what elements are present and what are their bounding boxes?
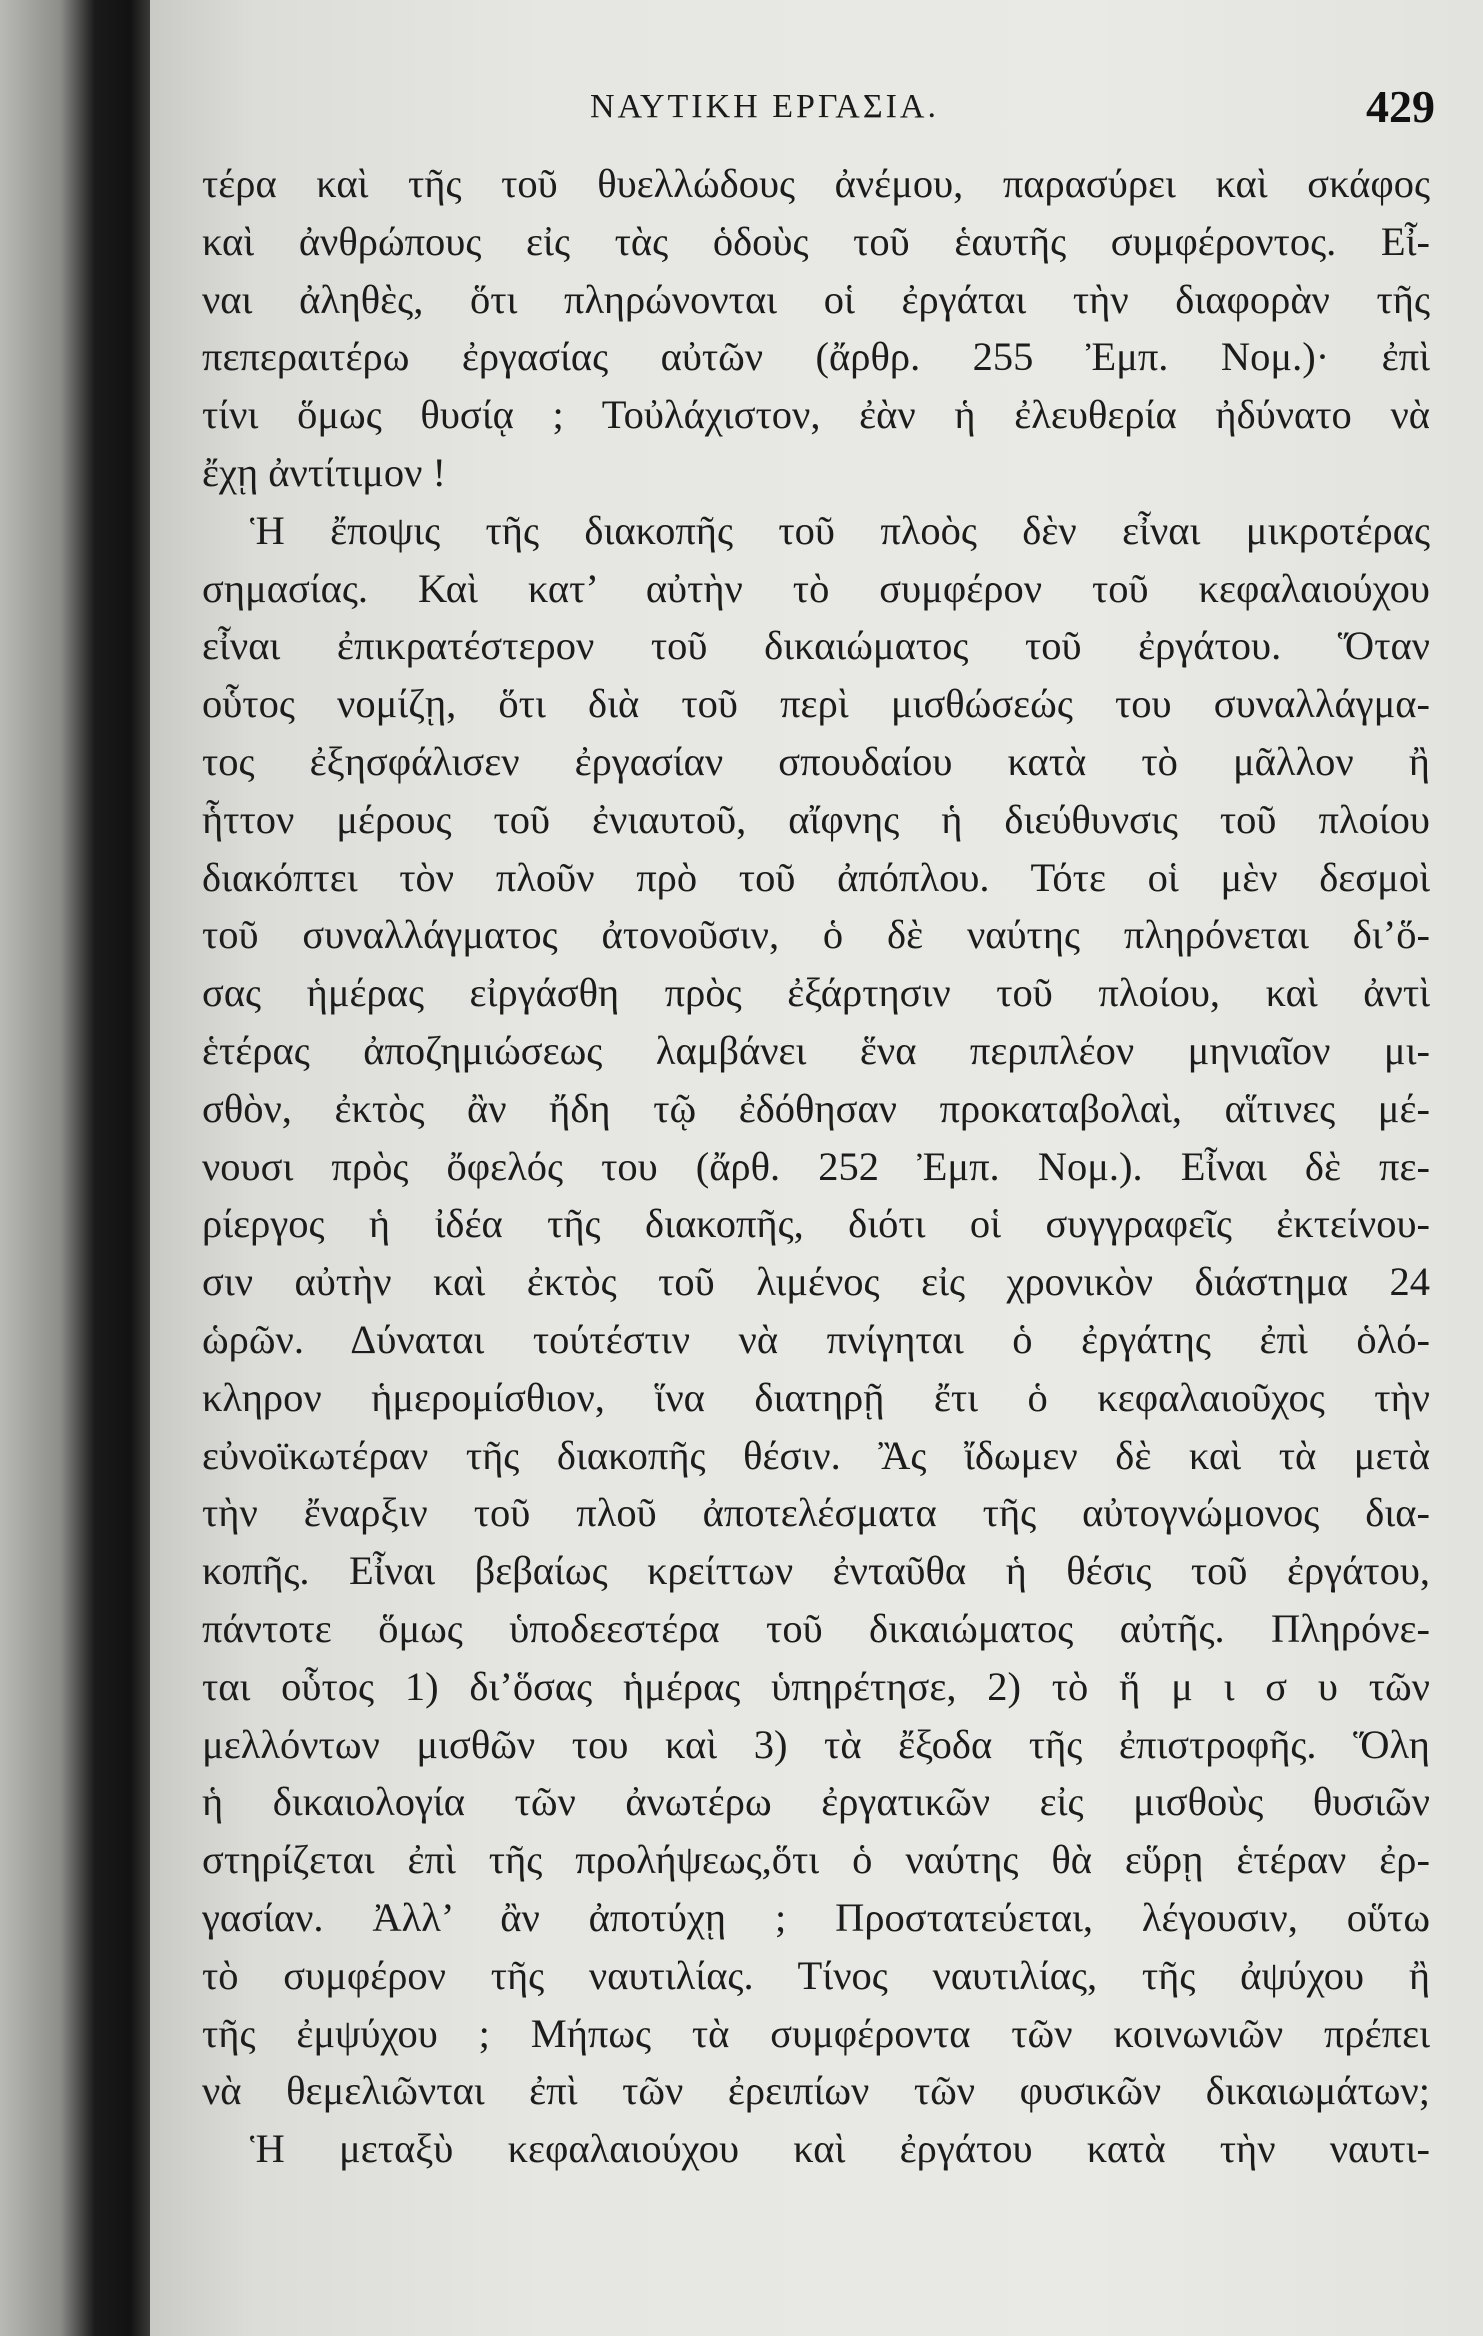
text-line: εἶναι ἐπικρατέστερον τοῦ δικαιώματος τοῦ ἐργάτου. Ὅταν (202, 623, 1430, 669)
text-line: τος ἐξησφάλισεν ἐργασίαν σπουδαίου κατὰ τὸ μᾶλλον ἢ (202, 738, 1430, 784)
text-line: τὸ συμφέρον τῆς ναυτιλίας. Τίνος ναυτιλίας, τῆς ἀψύχου ἢ (202, 1952, 1430, 1998)
text-line: σημασίας. Καὶ κατ’ αὐτὴν τὸ συμφέρον τοῦ κεφαλαιούχου (202, 565, 1430, 611)
text-line: τίνι ὅμως θυσίᾳ ; Τοὐλάχιστον, ἐὰν ἡ ἐλευθερία ἠδύνατο νὰ (202, 392, 1430, 438)
paragraph-start-line: Ἡ μεταξὺ κεφαλαιούχου καὶ ἐργάτου κατὰ τὴν ναυτι- (250, 2126, 1430, 2172)
running-head-title: ΝΑΥΤΙΚΗ ΕΡΓΑΣΙΑ. (590, 88, 939, 125)
text-line: ται οὗτος 1) δι’ὅσας ἡμέρας ὑπηρέτησε, 2) τὸ ἥ μ ι σ υ τῶν (202, 1663, 1430, 1709)
text-line: μελλόντων μισθῶν του καὶ 3) τὰ ἔξοδα τῆς ἐπιστροφῆς. Ὅλη (202, 1721, 1430, 1767)
text-line: ὡρῶν. Δύναται τούτέστιν νὰ πνίγηται ὁ ἐργάτης ἐπὶ ὁλό- (202, 1316, 1430, 1362)
text-line: νὰ θεμελιῶνται ἐπὶ τῶν ἐρειπίων τῶν φυσικῶν δικαιωμάτων; (202, 2068, 1430, 2114)
text-line: ἑτέρας ἀποζημιώσεως λαμβάνει ἕνα περιπλέον μηνιαῖον μι- (202, 1027, 1430, 1073)
text-line: καὶ ἀνθρώπους εἰς τὰς ὁδοὺς τοῦ ἑαυτῆς συμφέροντος. Εἶ- (202, 218, 1430, 264)
text-line: σας ἡμέρας εἰργάσθη πρὸς ἐξάρτησιν τοῦ πλοίου, καὶ ἀντὶ (202, 970, 1430, 1016)
text-line: ναι ἀληθὲς, ὅτι πληρώνονται οἱ ἐργάται τὴν διαφορὰν τῆς (202, 276, 1430, 322)
text-line: τέρα καὶ τῆς τοῦ θυελλώδους ἀνέμου, παρασύρει καὶ σκάφος (202, 161, 1430, 206)
book-gutter-shadow (0, 0, 160, 2336)
text-line: σθὸν, ἐκτὸς ἂν ἤδη τῷ ἐδόθησαν προκαταβολαὶ, αἵτινες μέ- (202, 1085, 1430, 1131)
text-line: τοῦ συναλλάγματος ἀτονοῦσιν, ὁ δὲ ναύτης πληρόνεται δι’ὅ- (202, 912, 1430, 958)
text-line: νουσι πρὸς ὄφελός του (ἄρθ. 252 Ἐμπ. Νομ.). Εἶναι δὲ πε- (202, 1143, 1430, 1189)
text-line: τὴν ἔναρξιν τοῦ πλοῦ ἀποτελέσματα τῆς αὐτογνώμονος δια- (202, 1490, 1430, 1536)
text-line: στηρίζεται ἐπὶ τῆς προλήψεως,ὅτι ὁ ναύτης θὰ εὕρῃ ἑτέραν ἐρ- (202, 1837, 1430, 1883)
text-line: σιν αὐτὴν καὶ ἐκτὸς τοῦ λιμένος εἰς χρονικὸν διάστημα 24 (202, 1259, 1430, 1305)
text-line: εὐνοϊκωτέραν τῆς διακοπῆς θέσιν. Ἂς ἴδωμεν δὲ καὶ τὰ μετὰ (202, 1432, 1430, 1478)
text-line: ἧττον μέρους τοῦ ἐνιαυτοῦ, αἴφνης ἡ διεύθυνσις τοῦ πλοίου (202, 796, 1430, 842)
book-page (150, 0, 1483, 2336)
text-line: γασίαν. Ἀλλ’ ἂν ἀποτύχῃ ; Προστατεύεται, λέγουσιν, οὕτω (202, 1894, 1430, 1940)
paragraph-start-line: Ἡ ἔποψις τῆς διακοπῆς τοῦ πλοὸς δὲν εἶναι μικροτέρας (250, 507, 1430, 553)
text-line: ρίεργος ἡ ἰδέα τῆς διακοπῆς, διότι οἱ συγγραφεῖς ἐκτείνου- (202, 1201, 1430, 1247)
text-line: ἔχῃ ἀντίτιμον ! (202, 449, 447, 495)
text-line: οὗτος νομίζῃ, ὅτι διὰ τοῦ περὶ μισθώσεώς του συναλλάγμα- (202, 681, 1430, 727)
body-text (202, 155, 1430, 2178)
running-head (150, 81, 1483, 148)
text-line: ἡ δικαιολογία τῶν ἀνωτέρω ἐργατικῶν εἰς μισθοὺς θυσιῶν (202, 1779, 1430, 1825)
page-number: 429 (1366, 81, 1435, 132)
text-line: κληρον ἡμερομίσθιον, ἵνα διατηρῇ ἔτι ὁ κεφαλαιοῦχος τὴν (202, 1374, 1430, 1420)
text-line: πεπεραιτέρω ἐργασίας αὐτῶν (ἄρθρ. 255 Ἐμπ. Νομ.)· ἐπὶ (202, 334, 1430, 380)
text-line: τῆς ἐμψύχου ; Μήπως τὰ συμφέροντα τῶν κοινωνιῶν πρέπει (202, 2010, 1430, 2056)
text-line: πάντοτε ὅμως ὑποδεεστέρα τοῦ δικαιώματος αὐτῆς. Πληρόνε- (202, 1605, 1430, 1651)
text-line: διακόπτει τὸν πλοῦν πρὸ τοῦ ἀπόπλου. Τότε οἱ μὲν δεσμοὶ (202, 854, 1430, 900)
text-line: κοπῆς. Εἶναι βεβαίως κρείττων ἐνταῦθα ἡ θέσις τοῦ ἐργάτου, (202, 1548, 1430, 1594)
